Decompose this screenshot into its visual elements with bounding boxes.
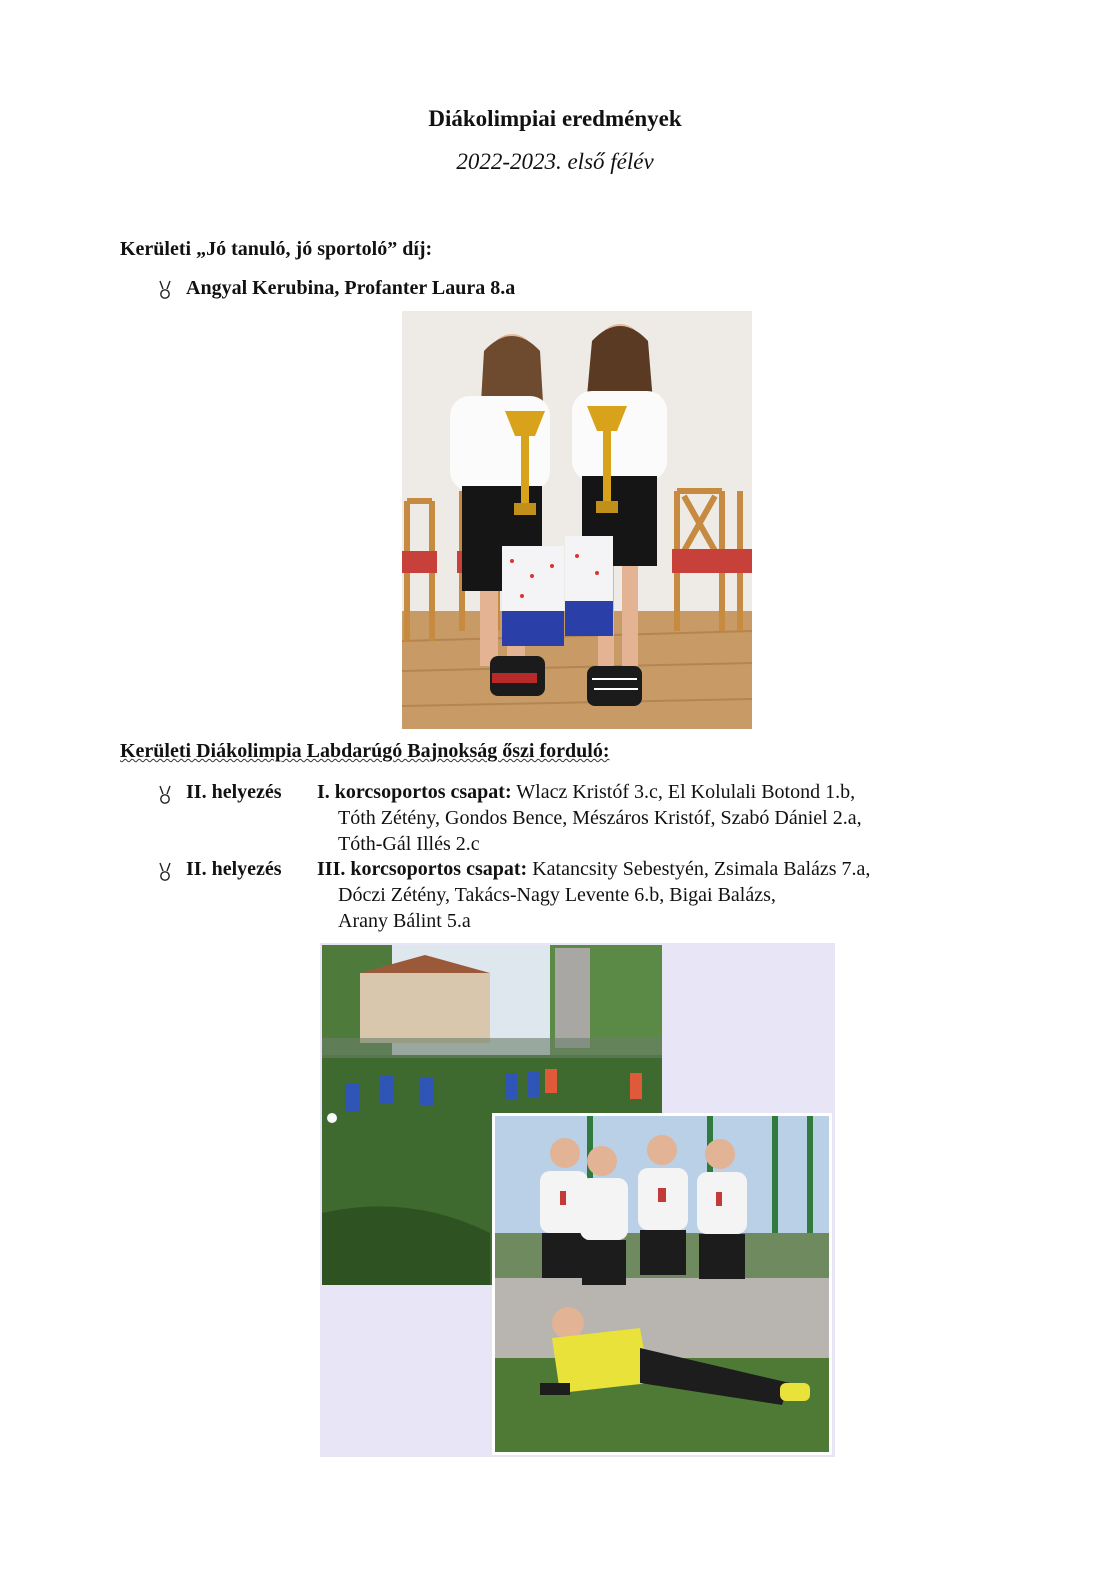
result-team-line bbox=[317, 856, 870, 882]
team-members: Wlacz Kristóf 3.c, El Kolulali Botond 1.b, bbox=[516, 781, 856, 803]
page-title: Diákolimpiai eredmények bbox=[428, 106, 682, 131]
result-place: II. helyezés bbox=[186, 858, 282, 880]
team-members: Katancsity Sebestyén, Zsimala Balázs 7.a, bbox=[532, 858, 871, 880]
team-label: III. korcsoportos csapat: bbox=[317, 858, 528, 880]
team-label: I. korcsoportos csapat: bbox=[317, 781, 512, 803]
team-members: Dóczi Zétény, Takács-Nagy Levente 6.b, Bigai Balázs, bbox=[338, 884, 776, 906]
section-heading-football: Kerületi Diákolimpia Labdarúgó Bajnokság őszi forduló: bbox=[120, 740, 610, 762]
section-heading-award: Kerületi „Jó tanuló, jó sportoló” díj: bbox=[120, 238, 433, 260]
photo-collage-football bbox=[320, 943, 835, 1457]
medal-icon bbox=[157, 785, 173, 805]
team-members: Tóth-Gál Illés 2.c bbox=[338, 833, 480, 855]
page-subtitle: 2022-2023. első félév bbox=[456, 149, 654, 174]
result-place: II. helyezés bbox=[186, 781, 282, 803]
medal-icon bbox=[157, 280, 173, 300]
award-winners: Angyal Kerubina, Profanter Laura 8.a bbox=[186, 277, 516, 299]
medal-icon bbox=[157, 862, 173, 882]
team-members: Arany Bálint 5.a bbox=[338, 910, 471, 932]
photo-award-winners bbox=[402, 311, 752, 729]
result-team-line bbox=[317, 779, 855, 805]
team-members: Tóth Zétény, Gondos Bence, Mészáros Kristóf, Szabó Dániel 2.a, bbox=[338, 807, 862, 829]
